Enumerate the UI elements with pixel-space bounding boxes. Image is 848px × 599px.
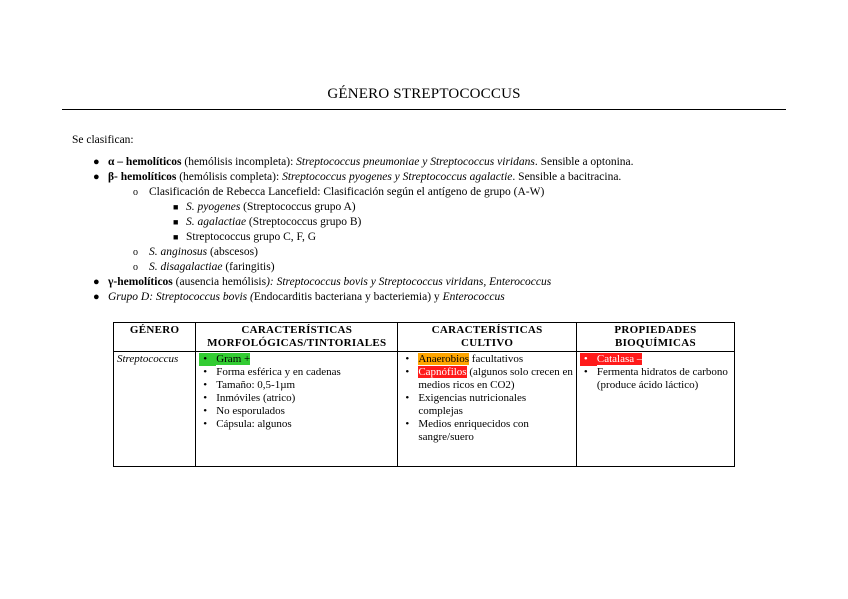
circle-bullet-icon: o [133, 247, 138, 258]
list-item-beta [0, 170, 848, 185]
gamma-species: ): Streptococcus bovis y Streptococcus viridans, Enterococcus [266, 276, 552, 288]
table-row [114, 352, 735, 467]
groupd-plain: Endocarditis bacteriana y bacteriemia) y [253, 291, 443, 303]
groupd-italic2: Enterococcus [442, 291, 505, 303]
list-item-pyogenes [0, 200, 848, 215]
pyogenes-name: S. pyogenes [186, 201, 241, 213]
bullet-icon: • [203, 366, 208, 378]
list-item-alpha [0, 155, 848, 170]
list-item: • Fermenta hidratos de carbono (produce ácido láctico) [583, 366, 728, 391]
bullet-icon: ● [93, 276, 100, 288]
list-item-agalactiae [0, 215, 848, 230]
bullet-icon: • [583, 353, 588, 365]
lancefield-text: Clasificación de Rebecca Lancefield: Clasificación según el antígeno de grupo (A-W) [149, 186, 545, 198]
list-item: • Anaerobios facultativos [405, 353, 524, 365]
anginosus-name: S. anginosus [149, 246, 208, 258]
header-morfologicas: CARACTERÍSTICAS MORFOLÓGICAS/TINTORIALES [196, 323, 398, 352]
beta-tail: . Sensible a bacitracina. [512, 171, 622, 183]
disagalactiae-rest: (faringitis) [222, 261, 275, 273]
alpha-paren: (hemólisis incompleta): [181, 156, 297, 168]
square-bullet-icon: ■ [173, 202, 179, 212]
page-title: GÉNERO STREPTOCOCCUS [327, 86, 521, 102]
circle-bullet-icon: o [133, 262, 138, 273]
disagalactiae-name: S. disagalactiae [149, 261, 223, 273]
gamma-paren: (ausencia hemólisis [172, 276, 267, 288]
list-item: • Tamaño: 0,5-1µm [203, 379, 296, 391]
list-item: • Capnófilos (algunos solo crecen en medios ricos en CO2) [405, 366, 573, 391]
morfologicas-cell [196, 352, 398, 467]
list-item-anginosus [0, 245, 848, 260]
agalactiae-name: S. agalactiae [186, 216, 247, 228]
agalactiae-rest: (Streptococcus grupo B) [246, 216, 362, 228]
alpha-tail: . Sensible a optonina. [534, 156, 634, 168]
circle-bullet-icon: o [133, 187, 138, 198]
list-item-groups-cfg [0, 230, 848, 245]
characteristics-table [113, 322, 735, 467]
bullet-icon: • [203, 418, 208, 430]
pyogenes-rest: (Streptococcus grupo A) [240, 201, 356, 213]
gram-positive: Gram + [216, 353, 251, 365]
genus-cell: Streptococcus [114, 352, 196, 467]
bullet-icon: • [203, 353, 208, 365]
capnofilos-highlight: Capnófilos [418, 366, 467, 378]
list-item: • Exigencias nutricionales complejas [405, 392, 527, 417]
bullet-icon: • [405, 366, 410, 378]
bullet-icon: ● [93, 156, 100, 168]
header-cultivo: CARACTERÍSTICAS CULTIVO [398, 323, 577, 352]
classification-list [0, 155, 848, 305]
alpha-label: α – hemolíticos [108, 156, 182, 168]
list-item: • Forma esférica y en cadenas [203, 366, 341, 378]
groupd-italic1: Grupo D: Streptococcus bovis ( [108, 291, 254, 303]
beta-species: Streptococcus pyogenes y Streptococcus agalactie [282, 171, 513, 183]
bullet-icon: • [203, 392, 208, 404]
bullet-icon: • [405, 353, 410, 365]
list-item-disagalactiae [0, 260, 848, 275]
list-item: • Medios enriquecidos con sangre/suero [405, 418, 529, 443]
list-item [199, 353, 394, 366]
anaerobios-highlight: Anaerobios [418, 353, 470, 365]
alpha-species: Streptococcus pneumoniae y Streptococcus viridans [296, 156, 535, 168]
bullet-icon: ● [93, 291, 100, 303]
list-item [580, 353, 731, 366]
beta-label: β- hemolíticos [108, 171, 177, 183]
cultivo-cell [398, 352, 577, 467]
bullet-icon: • [405, 418, 410, 430]
beta-paren: (hemólisis completa): [176, 171, 283, 183]
list-item-gamma [0, 275, 848, 290]
bullet-icon: • [583, 366, 588, 378]
bullet-icon: • [405, 392, 410, 404]
list-item-lancefield [0, 185, 848, 200]
square-bullet-icon: ■ [173, 217, 179, 227]
catalasa-highlight: Catalasa – [596, 353, 643, 365]
square-bullet-icon: ■ [173, 232, 179, 242]
gamma-label: γ-hemolíticos [108, 276, 173, 288]
bullet-icon: • [203, 379, 208, 391]
list-item-group-d [0, 290, 848, 305]
list-item: • Inmóviles (atrico) [203, 392, 296, 404]
intro-text: Se clasifican: [72, 134, 134, 146]
list-item: • No esporulados [203, 405, 285, 417]
header-genero: GÉNERO [114, 323, 196, 352]
bullet-icon: ● [93, 171, 100, 183]
table-header-row [114, 323, 735, 352]
anginosus-rest: (abscesos) [207, 246, 258, 258]
bullet-icon: • [203, 405, 208, 417]
list-item: • Cápsula: algunos [203, 418, 292, 430]
title-divider [62, 109, 786, 110]
bioquimicas-cell [576, 352, 734, 467]
header-bioquimicas: PROPIEDADES BIOQUÍMICAS [576, 323, 734, 352]
groups-cfg-text: Streptococcus grupo C, F, G [186, 231, 317, 243]
